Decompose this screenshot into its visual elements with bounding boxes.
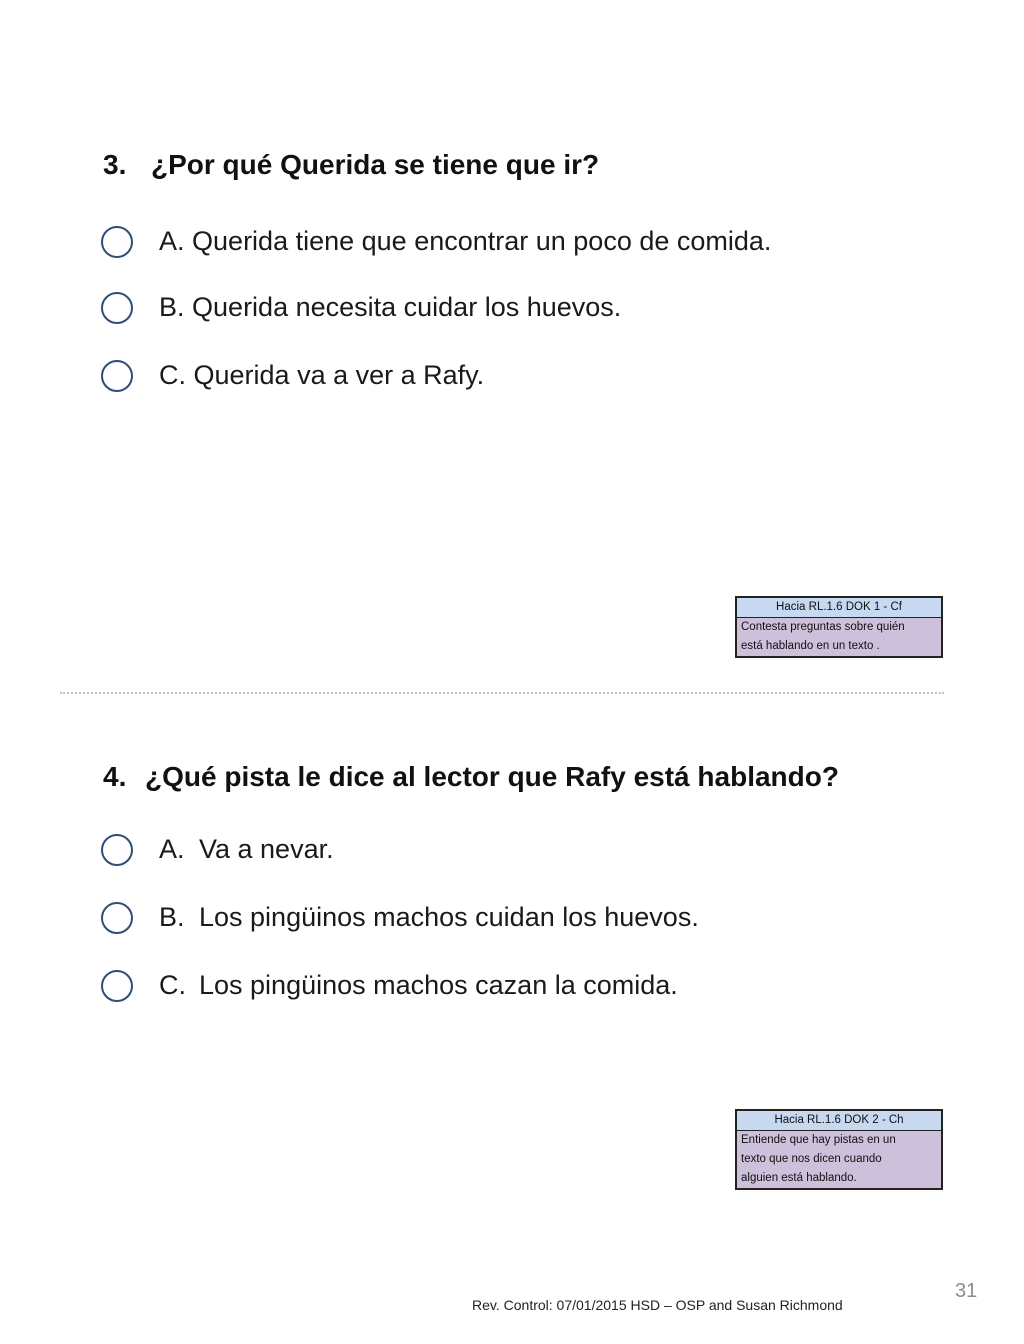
question-3-standard-box xyxy=(735,596,943,658)
radio-circle-icon[interactable] xyxy=(101,226,133,258)
option-letter: A. xyxy=(159,226,185,256)
radio-circle-icon[interactable] xyxy=(101,834,133,866)
question-4-option-a[interactable] xyxy=(101,832,861,872)
standard-line: está hablando en un texto . xyxy=(741,640,880,652)
option-label: Querida necesita cuidar los huevos. xyxy=(192,292,622,322)
question-4-option-c[interactable] xyxy=(101,968,861,1008)
option-letter: B. xyxy=(159,902,185,932)
option-letter: B. xyxy=(159,292,185,322)
question-3-number: 3. xyxy=(103,149,127,180)
option-label: Los pingüinos machos cuidan los huevos. xyxy=(199,902,699,932)
standard-description xyxy=(737,1131,941,1188)
option-label: Querida tiene que encontrar un poco de comida. xyxy=(192,226,772,256)
option-label: Querida va a ver a Rafy. xyxy=(193,360,485,390)
option-label: Va a nevar. xyxy=(199,834,334,864)
question-3-text: ¿Por qué Querida se tiene que ir? xyxy=(151,149,600,180)
revision-footer: Rev. Control: 07/01/2015 HSD – OSP and Susan Richmond xyxy=(472,1297,843,1313)
section-divider xyxy=(60,692,944,694)
standard-header: Hacia RL.1.6 DOK 2 - Ch xyxy=(737,1111,941,1131)
standard-line: Entiende que hay pistas en un xyxy=(741,1134,896,1146)
question-4-option-b[interactable] xyxy=(101,900,861,940)
question-4-title xyxy=(103,760,839,794)
standard-header: Hacia RL.1.6 DOK 1 - Cf xyxy=(737,598,941,618)
question-4-standard-box xyxy=(735,1109,943,1190)
question-3-option-c[interactable] xyxy=(101,358,861,398)
radio-circle-icon[interactable] xyxy=(101,902,133,934)
option-label: Los pingüinos machos cazan la comida. xyxy=(199,970,678,1000)
standard-line: alguien está hablando. xyxy=(741,1172,857,1184)
option-text xyxy=(159,224,771,258)
option-text xyxy=(159,968,678,1002)
option-text xyxy=(159,832,334,866)
option-text xyxy=(159,900,699,934)
radio-circle-icon[interactable] xyxy=(101,970,133,1002)
standard-line: Contesta preguntas sobre quién xyxy=(741,621,905,633)
option-text xyxy=(159,358,484,392)
option-text xyxy=(159,290,621,324)
option-letter: C. xyxy=(159,970,186,1000)
standard-description xyxy=(737,618,941,656)
question-3-title xyxy=(103,148,599,182)
standard-line: texto que nos dicen cuando xyxy=(741,1153,882,1165)
radio-circle-icon[interactable] xyxy=(101,360,133,392)
radio-circle-icon[interactable] xyxy=(101,292,133,324)
page-number: 31 xyxy=(955,1280,978,1302)
question-3-option-b[interactable] xyxy=(101,290,861,330)
option-letter: A. xyxy=(159,834,185,864)
question-4-text: ¿Qué pista le dice al lector que Rafy está hablando? xyxy=(145,761,839,792)
question-4-number: 4. xyxy=(103,761,127,792)
option-letter: C. xyxy=(159,360,186,390)
question-3-option-a[interactable] xyxy=(101,224,861,264)
